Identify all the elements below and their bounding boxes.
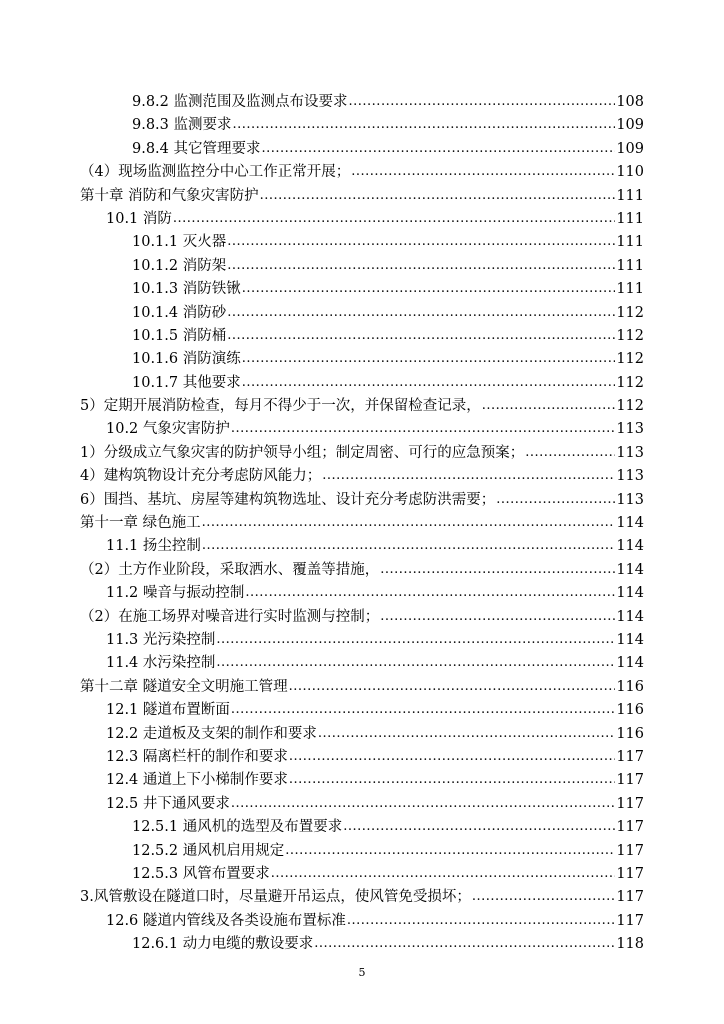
dot-leader [289, 675, 616, 698]
toc-entry-page-number: 108 [616, 94, 644, 110]
toc-entry[interactable] [80, 816, 644, 839]
toc-entry-page-number: 117 [616, 865, 644, 882]
toc-entry[interactable] [80, 582, 644, 605]
dot-leader [216, 628, 615, 651]
toc-entry-page-number: 109 [616, 117, 644, 134]
dot-leader [343, 815, 615, 838]
toc-entry-title: 第十一章 绿色施工 [80, 515, 201, 532]
toc-entry[interactable] [80, 933, 644, 956]
toc-entry[interactable] [80, 302, 644, 325]
dot-leader [260, 184, 616, 207]
toc-entry[interactable] [80, 208, 644, 231]
toc-entry-title: 3.风管敷设在隧道口时，尽量避开吊运点，使风管免受损坏； [80, 889, 471, 906]
toc-entry[interactable] [80, 886, 644, 909]
toc-entry-title: 10.1.1 灭火器 [132, 234, 227, 251]
toc-entry-page-number: 111 [616, 257, 644, 274]
toc-entry-title: 10.1.7 其他要求 [132, 374, 241, 391]
toc-entry-page-number: 111 [616, 281, 644, 298]
toc-entry-page-number: 117 [616, 795, 644, 812]
toc-entry-page-number: 117 [616, 912, 644, 929]
toc-entry-title: 12.3 隔离栏杆的制作和要求 [106, 748, 288, 765]
dot-leader [496, 488, 615, 511]
dot-leader [318, 722, 615, 745]
toc-entry-title: 10.1.2 消防架 [132, 257, 227, 274]
toc-entry[interactable] [80, 231, 644, 254]
dot-leader [482, 394, 616, 417]
toc-entry-title: 10.1.4 消防砂 [132, 304, 227, 321]
toc-entry-title: 10.2 气象灾害防护 [106, 421, 230, 438]
toc-entry[interactable] [80, 769, 644, 792]
toc-entry-page-number: 113 [616, 491, 644, 508]
toc-entry-title: （2）土方作业阶段，采取洒水、覆盖等措施， [80, 561, 380, 578]
toc-entry[interactable] [80, 91, 644, 114]
toc-entry[interactable] [80, 138, 644, 161]
toc-entry-title: 12.6.1 动力电缆的敷设要求 [132, 936, 314, 953]
toc-entry[interactable] [80, 652, 644, 675]
toc-entry-title: 12.5.3 风管布置要求 [132, 865, 270, 882]
table-of-contents [80, 91, 644, 956]
toc-entry[interactable] [80, 699, 644, 722]
toc-entry-title: 10.1.3 消防铁锹 [132, 281, 241, 298]
toc-entry[interactable] [80, 676, 644, 699]
dot-leader [262, 137, 616, 160]
toc-entry-page-number: 112 [616, 374, 644, 391]
dot-leader [227, 230, 615, 253]
toc-entry[interactable] [80, 910, 644, 933]
toc-entry[interactable] [80, 723, 644, 746]
toc-entry-page-number: 114 [616, 655, 644, 672]
dot-leader [314, 932, 615, 955]
toc-entry-title: 9.8.3 监测要求 [132, 117, 232, 134]
dot-leader [380, 605, 615, 628]
page-number: 5 [358, 966, 366, 979]
toc-entry-page-number: 112 [616, 351, 644, 368]
toc-entry-title: 11.1 扬尘控制 [106, 538, 201, 555]
toc-entry-page-number: 117 [616, 748, 644, 765]
toc-entry-page-number: 114 [616, 608, 644, 625]
toc-entry[interactable] [80, 325, 644, 348]
toc-entry-title: 10.1 消防 [106, 210, 172, 227]
toc-entry-title: 5）定期开展消防检查，每月不得少于一次，并保留检查记录， [80, 398, 481, 415]
toc-entry-page-number: 113 [616, 468, 644, 485]
dot-leader [242, 371, 616, 394]
toc-entry-page-number: 114 [616, 515, 644, 532]
dot-leader [322, 464, 615, 487]
toc-entry[interactable] [80, 348, 644, 371]
dot-leader [227, 324, 615, 347]
toc-entry[interactable] [80, 442, 644, 465]
toc-entry-page-number: 116 [616, 678, 644, 695]
dot-leader [285, 839, 615, 862]
toc-entry[interactable] [80, 114, 644, 137]
toc-entry-title: 10.1.5 消防桶 [132, 327, 227, 344]
toc-entry-page-number: 111 [616, 234, 644, 251]
toc-entry[interactable] [80, 629, 644, 652]
toc-entry-title: 12.4 通道上下小梯制作要求 [106, 772, 288, 789]
toc-entry[interactable] [80, 465, 644, 488]
dot-leader [216, 651, 615, 674]
toc-entry-title: （2）在施工场界对噪音进行实时监测与控制； [80, 608, 380, 625]
toc-entry-title: 12.1 隧道布置断面 [106, 702, 230, 719]
dot-leader [351, 160, 615, 183]
toc-entry-page-number: 114 [616, 585, 644, 602]
toc-entry-page-number: 117 [616, 889, 644, 906]
toc-entry-page-number: 116 [616, 702, 644, 719]
toc-entry[interactable] [80, 161, 644, 184]
toc-entry-page-number: 118 [616, 936, 644, 953]
toc-entry-page-number: 111 [616, 210, 644, 227]
dot-leader [231, 792, 615, 815]
toc-entry-title: 第十二章 隧道安全文明施工管理 [80, 678, 288, 695]
dot-leader [233, 113, 616, 136]
toc-entry-page-number: 114 [616, 631, 644, 648]
dot-leader [472, 885, 615, 908]
toc-entry-page-number: 110 [616, 164, 644, 181]
dot-leader [173, 207, 615, 230]
toc-entry[interactable] [80, 512, 644, 535]
toc-entry-title: （4）现场监测监控分中心工作正常开展； [80, 164, 351, 181]
dot-leader [525, 441, 615, 464]
toc-entry-title: 12.6 隧道内管线及各类设施布置标准 [106, 912, 346, 929]
toc-entry-page-number: 114 [616, 561, 644, 578]
toc-entry-title: 11.4 水污染控制 [106, 655, 216, 672]
dot-leader [349, 90, 616, 113]
dot-leader [231, 698, 615, 721]
dot-leader [271, 862, 616, 885]
dot-leader [245, 581, 615, 604]
toc-entry-page-number: 117 [616, 819, 644, 836]
toc-entry-title: 9.8.4 其它管理要求 [132, 140, 261, 157]
toc-entry-title: 11.2 噪音与振动控制 [106, 585, 245, 602]
toc-entry-title: 11.3 光污染控制 [106, 631, 216, 648]
toc-entry[interactable] [80, 559, 644, 582]
toc-entry-page-number: 113 [616, 444, 644, 461]
toc-entry-title: 1）分级成立气象灾害的防护领导小组；制定周密、可行的应急预案； [80, 444, 525, 461]
toc-entry-page-number: 116 [616, 725, 644, 742]
toc-entry-page-number: 112 [616, 327, 644, 344]
toc-entry[interactable] [80, 185, 644, 208]
dot-leader [242, 277, 616, 300]
toc-entry-title: 9.8.2 监测范围及监测点布设要求 [132, 94, 348, 110]
toc-entry-title: 12.5.2 通风机启用规定 [132, 842, 285, 859]
toc-entry[interactable] [80, 793, 644, 816]
toc-entry[interactable] [80, 372, 644, 395]
toc-entry-page-number: 112 [616, 304, 644, 321]
toc-entry-page-number: 111 [616, 187, 644, 204]
toc-entry-page-number: 117 [616, 842, 644, 859]
toc-entry-page-number: 114 [616, 538, 644, 555]
toc-entry[interactable] [80, 535, 644, 558]
dot-leader [289, 745, 615, 768]
dot-leader [380, 558, 615, 581]
dot-leader [289, 768, 615, 791]
toc-entry[interactable] [80, 278, 644, 301]
dot-leader [202, 511, 616, 534]
toc-entry[interactable] [80, 255, 644, 278]
dot-leader [347, 909, 615, 932]
toc-entry-title: 4）建构筑物设计充分考虑防风能力； [80, 468, 322, 485]
dot-leader [231, 417, 615, 440]
toc-entry-page-number: 117 [616, 772, 644, 789]
dot-leader [242, 347, 616, 370]
toc-entry[interactable] [80, 395, 644, 418]
toc-entry-title: 12.2 走道板及支架的制作和要求 [106, 725, 317, 742]
toc-entry-title: 第十章 消防和气象灾害防护 [80, 187, 259, 204]
toc-entry[interactable] [80, 840, 644, 863]
toc-entry-page-number: 113 [616, 421, 644, 438]
dot-leader [202, 534, 615, 557]
toc-entry-title: 6）围挡、基坑、房屋等建构筑物选址、设计充分考虑防洪需要； [80, 491, 496, 508]
dot-leader [227, 301, 615, 324]
toc-entry[interactable] [80, 746, 644, 769]
toc-entry-title: 10.1.6 消防演练 [132, 351, 241, 368]
toc-entry[interactable] [80, 606, 644, 629]
toc-entry-page-number: 109 [616, 140, 644, 157]
toc-entry-page-number: 112 [616, 398, 644, 415]
toc-entry-title: 12.5.1 通风机的选型及布置要求 [132, 819, 343, 836]
toc-entry[interactable] [80, 863, 644, 886]
toc-entry[interactable] [80, 489, 644, 512]
dot-leader [227, 254, 615, 277]
toc-entry-title: 12.5 井下通风要求 [106, 795, 230, 812]
toc-entry[interactable] [80, 418, 644, 441]
